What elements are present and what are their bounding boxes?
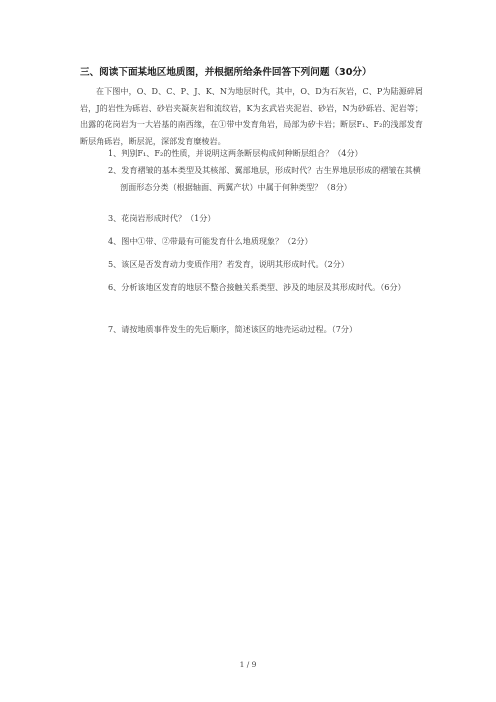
question-1: 1、判别F₁、F₂的性质，并说明这两条断层构成何种断层组合？（4分） (108, 148, 363, 158)
question-2: 2、发育褶皱的基本类型及其核部、翼部地层，形成时代？古生界地层形成的褶皱在其横剖面形态分类（根据轴面、两翼产状）中属于何种类型？（8分） (108, 165, 421, 192)
question-3: 3、花岗岩形成时代？（1分） (108, 213, 216, 223)
intro-paragraph: 在下图中，O、D、C、P、J、K、N为地层时代，其中，O、D为石灰岩，C、P为陆源碎屑岩，J的岩性为砾岩、砂岩夹凝灰岩和流纹岩，K为玄武岩夹泥岩、砂岩，N为砂砾岩、泥岩等；出露的花岗岩为一大岩基的南西缘，在①带中发育角岩，局部为矽卡岩；断层F₁、F₂的浅部发育断层角砾岩，断层泥，深部发育糜棱岩。 (80, 86, 423, 146)
section-heading: 三、阅读下面某地区地质图，并根据所给条件回答下列问题（30分） (80, 67, 372, 78)
question-6: 6、分析该地区发育的地层不整合接触关系类型、涉及的地层及其形成时代。（6分） (108, 282, 406, 292)
question-5: 5、该区是否发育动力变质作用？若发育，说明其形成时代。（2分） (108, 259, 349, 269)
question-4: 4、图中①带、②带最有可能发育什么地质现象？（2分） (108, 236, 313, 246)
page-indicator: 1 / 9 (239, 660, 257, 669)
question-7: 7、请按地质事件发生的先后顺序，简述该区的地壳运动过程。（7分） (108, 324, 358, 334)
